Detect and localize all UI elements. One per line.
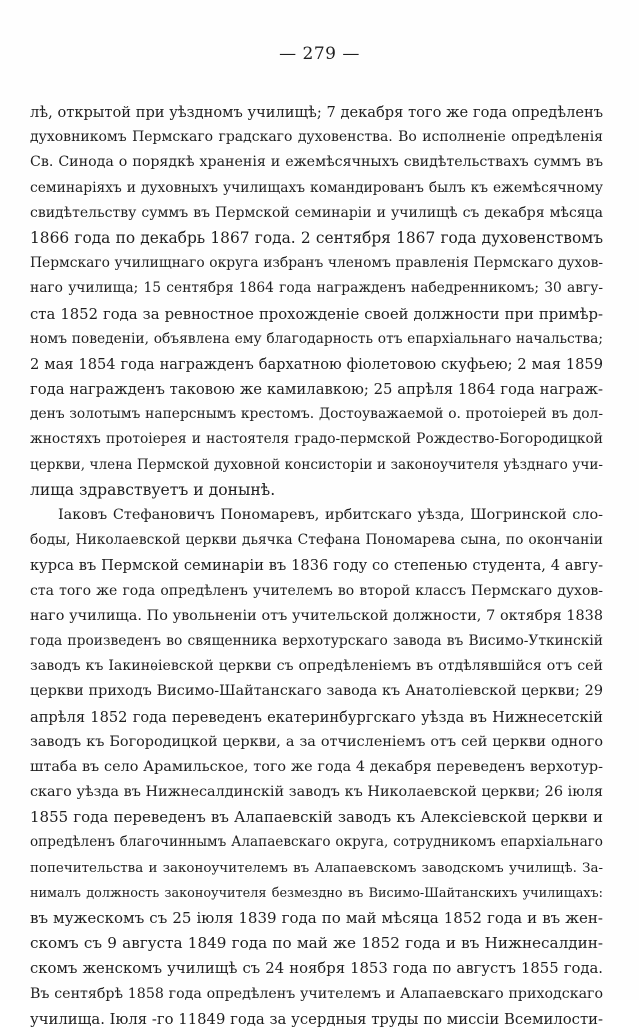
text-line: свидѣтельству суммъ въ Пермской семинаріи и училищѣ съ декабря мѣсяца — [30, 204, 603, 221]
text-line: скомъ женскомъ училищѣ съ 24 ноября 1853 года по августъ 1855 года. — [30, 960, 603, 978]
text-line: заводъ къ Іакинѳіевской церкви съ опредѣленіемъ въ отдѣлявшійся отъ сей — [30, 658, 603, 675]
text-line: 2 мая 1854 года награжденъ бархатною фіолетовою скуфьею; 2 мая 1859 — [30, 355, 603, 373]
text-line: апрѣля 1852 года переведенъ екатеринбургскаго уѣзда въ Нижнесетскій — [30, 708, 603, 726]
text-line: наго училища; 15 сентября 1864 года награжденъ набедренникомъ; 30 авгу- — [30, 280, 603, 297]
page-number: — 279 — — [279, 44, 360, 64]
text-line: скаго уѣзда въ Нижнесалдинскій заводъ къ Николаевской церкви; 26 іюля — [30, 784, 603, 801]
text-line: лѣ, открытой при уѣздномъ училищѣ; 7 декабря того же года опредѣленъ — [30, 104, 603, 121]
text-line: Въ сентябрѣ 1858 года опредѣленъ учителемъ и Алапаевскаго приходскаго — [30, 985, 603, 1002]
text-line: Св. Синода о порядкѣ храненія и ежемѣсячныхъ свидѣтельствахъ суммъ въ — [30, 154, 603, 171]
text-line: Іаковъ Стефановичъ Пономаревъ, ирбитскаго уѣзда, Шогринской сло- — [58, 507, 603, 523]
text-line: ста того же года опредѣленъ учителемъ во второй классъ Пермскаго духов- — [30, 582, 603, 599]
text-line: церкви приходъ Висимо-Шайтанскаго завода къ Анатоліевской церкви; 29 — [30, 683, 603, 700]
text-line: года произведенъ во священника верхотурскаго завода въ Висимо-Уткинскій — [30, 632, 603, 649]
text-line: денъ золотымъ наперснымъ крестомъ. Достоуважаемой о. протоіерей въ дол- — [30, 406, 603, 423]
text-line: жностяхъ протоіерея и настоятеля градо-пермской Рождество-Богородицкой — [30, 431, 603, 448]
text-line: семинаріяхъ и духовныхъ училищахъ командированъ былъ къ ежемѣсячному — [30, 179, 603, 196]
text-line: нималъ должность законоучителя безмездно въ Висимо-Шайтанскихъ училищахъ: — [30, 885, 603, 901]
text-line: 1866 года по декабрь 1867 года. 2 сентября 1867 года духовенствомъ — [30, 228, 603, 247]
text-line: заводъ къ Богородицкой церкви, а за отчисленіемъ отъ сей церкви одного — [30, 733, 603, 750]
text-line: скомъ съ 9 августа 1849 года по май же 1852 года и въ Нижнесалдин- — [30, 934, 603, 953]
text-line: ста 1852 года за ревностное прохожденіе своей должности при примѣр- — [30, 305, 603, 323]
text-line: попечительства и законоучителемъ въ Алапаевскомъ заводскомъ училищѣ. За- — [30, 860, 603, 876]
text-line: въ мужескомъ съ 25 іюля 1839 года по май мѣсяца 1852 года и въ жен- — [30, 909, 603, 927]
text-line: боды, Николаевской церкви дьячка Стефана Пономарева сына, по окончаніи — [30, 532, 603, 549]
text-line: курса въ Пермской семинаріи въ 1836 году со степенью студента, 4 авгу- — [30, 557, 603, 575]
text-line: Пермскаго училищнаго округа избранъ членомъ правленія Пермскаго духов- — [30, 255, 603, 272]
text-line: номъ поведеніи, объявлена ему благодарность отъ епархіальнаго начальства; — [30, 330, 603, 347]
text-line: 1855 года переведенъ въ Алапаевскій заводъ къ Алексіевской церкви и — [30, 808, 603, 827]
text-line: года награжденъ таковою же камилавкою; 25 апрѣля 1864 года награж- — [30, 381, 603, 399]
text-line: наго училища. По увольненіи отъ учительской должности, 7 октября 1838 — [30, 607, 603, 624]
text-line: лища здравствуетъ и донынѣ. — [30, 480, 276, 499]
text-line: штаба въ село Арамильское, того же года 4 декабря переведенъ верхотур- — [30, 758, 603, 775]
text-line: церкви, члена Пермской духовной консисторіи и законоучителя уѣзднаго учи- — [30, 456, 603, 473]
text-line: духовникомъ Пермскаго градскаго духовенства. Во исполненіе опредѣленія — [30, 129, 603, 146]
page-body-text — [30, 100, 603, 1032]
text-line: училища. Іюля -го 11849 года за усердныя труды по миссіи Всемилости- — [30, 1010, 603, 1028]
text-line: опредѣленъ благочиннымъ Алапаевскаго округа, сотрудникомъ епархіальнаго — [30, 834, 603, 851]
